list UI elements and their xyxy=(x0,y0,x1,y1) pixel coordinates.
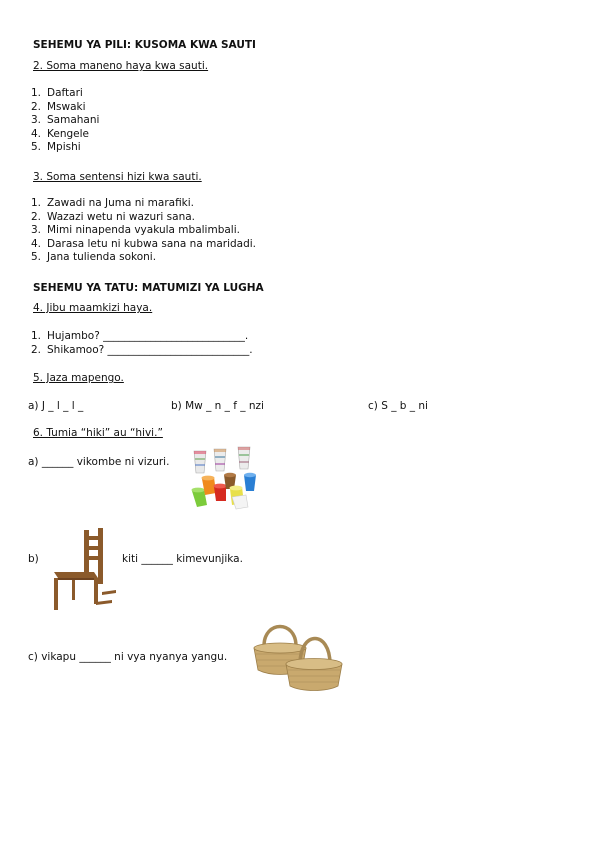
question-4-title: 4. Jibu maamkizi haya. xyxy=(33,302,153,314)
question-3-title: 3. Soma sentensi hizi kwa sauti. xyxy=(33,171,202,183)
question-6-title: 6. Tumia “hiki” au “hivi.” xyxy=(33,427,163,439)
question-2-title: 2. Soma maneno haya kwa sauti. xyxy=(33,60,209,72)
fill-gap-b: b) Mw _ n _ f _ nzi xyxy=(171,400,264,412)
wicker-baskets-picture xyxy=(250,618,345,694)
list-item: 4. Darasa letu ni kubwa sana na maridadi. xyxy=(30,237,257,250)
paper-cups-picture xyxy=(190,445,262,513)
list-item: 5. Jana tulienda sokoni. xyxy=(30,251,157,264)
list-item: 3. Samahani xyxy=(30,114,100,127)
list-item: 5. Mpishi xyxy=(30,141,81,154)
word-list xyxy=(25,87,99,155)
list-item: 4. Kengele xyxy=(30,127,89,140)
section-three-heading: SEHEMU YA TATU: MATUMIZI YA LUGHA xyxy=(33,282,264,294)
question-6c: c) vikapu ______ ni vya nyanya yangu. xyxy=(28,651,228,663)
question-6b-label: b) xyxy=(28,553,39,565)
list-item: 3. Mimi ninapenda vyakula mbalimbali. xyxy=(30,224,240,237)
fill-gap-c: c) S _ b _ ni xyxy=(368,400,428,412)
greeting-list xyxy=(25,330,253,357)
sentence-list xyxy=(25,197,256,265)
list-item: 2. Wazazi wetu ni wazuri sana. xyxy=(30,210,196,223)
question-6b-text: kiti ______ kimevunjika. xyxy=(122,553,243,565)
fill-gap-a: a) J _ l _ l _ xyxy=(28,400,84,412)
list-item: 2. Mswaki xyxy=(30,100,86,113)
question-6a: a) ______ vikombe ni vizuri. xyxy=(28,456,170,468)
list-item: 1. Daftari xyxy=(30,87,83,99)
section-two-heading: SEHEMU YA PILI: KUSOMA KWA SAUTI xyxy=(33,39,256,51)
list-item: 2. Shikamoo? ___________________________. xyxy=(30,343,253,356)
list-item: 1. Hujambo? ___________________________. xyxy=(30,330,249,342)
list-item: 1. Zawadi na Juma ni marafiki. xyxy=(30,197,195,209)
question-5-title: 5. Jaza mapengo. xyxy=(33,372,124,384)
broken-chair-picture xyxy=(50,528,120,612)
